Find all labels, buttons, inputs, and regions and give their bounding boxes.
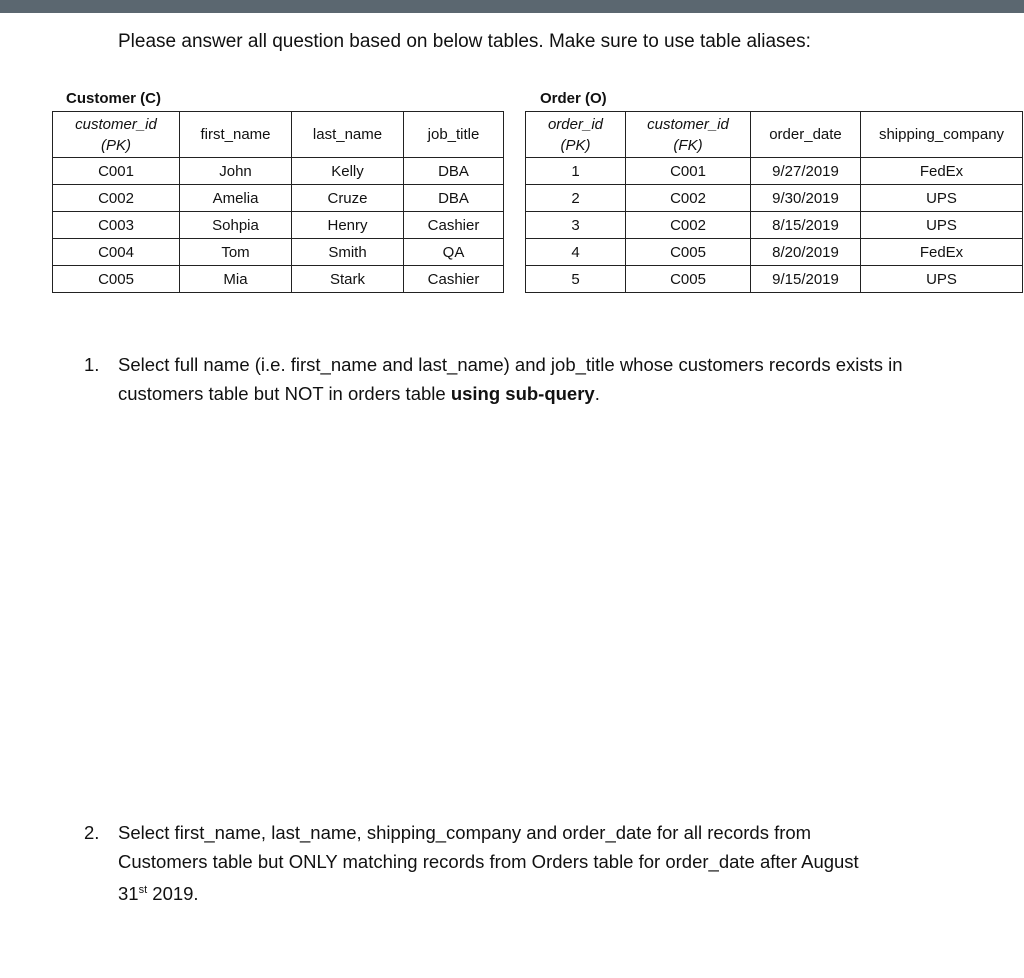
table-cell: QA xyxy=(404,239,504,266)
table-cell: UPS xyxy=(861,266,1023,293)
table-cell: Sohpia xyxy=(180,212,292,239)
column-header: customer_id (FK) xyxy=(626,112,751,158)
table-cell: C001 xyxy=(626,158,751,185)
table-row xyxy=(53,185,504,212)
table-cell: C005 xyxy=(626,239,751,266)
table-cell: 1 xyxy=(526,158,626,185)
table-cell: Cashier xyxy=(404,266,504,293)
emphasis-text: using sub-query xyxy=(450,383,595,404)
table-cell: FedEx xyxy=(861,158,1023,185)
table-cell: Mia xyxy=(180,266,292,293)
table-cell: DBA xyxy=(404,158,504,185)
question-2: 2. Select first_name, last_name, shipping_company and order_date for all records from Customers table but ONLY matching records from Orders table for order_date after August 31st 2019. xyxy=(84,818,878,908)
order-table-caption: Order (O) xyxy=(540,90,607,107)
table-cell: DBA xyxy=(404,185,504,212)
table-cell: Cashier xyxy=(404,212,504,239)
header-row xyxy=(526,112,1023,158)
column-header: order_id (PK) xyxy=(526,112,626,158)
customer-table-caption: Customer (C) xyxy=(66,90,162,107)
table-cell: Tom xyxy=(180,239,292,266)
order-table xyxy=(525,111,1023,293)
column-header: job_title xyxy=(404,112,504,158)
table-cell: C005 xyxy=(53,266,180,293)
table-cell: 4 xyxy=(526,239,626,266)
table-row xyxy=(53,212,504,239)
column-header: order_date xyxy=(751,112,861,158)
instructions-text: Please answer all question based on below tables. Make sure to use table aliases: xyxy=(118,31,811,52)
column-header: last_name xyxy=(292,112,404,158)
column-header: first_name xyxy=(180,112,292,158)
table-cell: Amelia xyxy=(180,185,292,212)
column-header: shipping_company xyxy=(861,112,1023,158)
customer-table xyxy=(52,111,504,293)
question-number: 2. xyxy=(84,822,100,843)
table-row xyxy=(53,239,504,266)
table-cell: C004 xyxy=(53,239,180,266)
table-cell: C002 xyxy=(626,185,751,212)
table-cell: C002 xyxy=(626,212,751,239)
table-cell: 8/20/2019 xyxy=(751,239,861,266)
table-cell: Stark xyxy=(292,266,404,293)
table-cell: 8/15/2019 xyxy=(751,212,861,239)
column-header: customer_id (PK) xyxy=(53,112,180,158)
table-cell: C002 xyxy=(53,185,180,212)
table-cell: Henry xyxy=(292,212,404,239)
table-row xyxy=(526,212,1023,239)
table-cell: 3 xyxy=(526,212,626,239)
question-number: 1. xyxy=(84,354,100,375)
table-cell: John xyxy=(180,158,292,185)
table-cell: UPS xyxy=(861,185,1023,212)
table-row xyxy=(53,158,504,185)
table-cell: C003 xyxy=(53,212,180,239)
table-cell: C005 xyxy=(626,266,751,293)
table-row xyxy=(526,239,1023,266)
table-cell: FedEx xyxy=(861,239,1023,266)
table-cell: 9/30/2019 xyxy=(751,185,861,212)
table-row xyxy=(526,266,1023,293)
table-cell: 2 xyxy=(526,185,626,212)
table-cell: 9/27/2019 xyxy=(751,158,861,185)
table-row xyxy=(526,185,1023,212)
table-cell: 5 xyxy=(526,266,626,293)
question-1: 1. Select full name (i.e. first_name and last_name) and job_title whose customers records exists in customers table but NOT in orders table using sub-query. xyxy=(84,350,908,408)
table-cell: Cruze xyxy=(292,185,404,212)
table-cell: C001 xyxy=(53,158,180,185)
table-row xyxy=(53,266,504,293)
top-bar xyxy=(0,0,1024,13)
table-cell: Kelly xyxy=(292,158,404,185)
table-cell: UPS xyxy=(861,212,1023,239)
table-row xyxy=(526,158,1023,185)
table-cell: Smith xyxy=(292,239,404,266)
header-row xyxy=(53,112,504,158)
table-cell: 9/15/2019 xyxy=(751,266,861,293)
